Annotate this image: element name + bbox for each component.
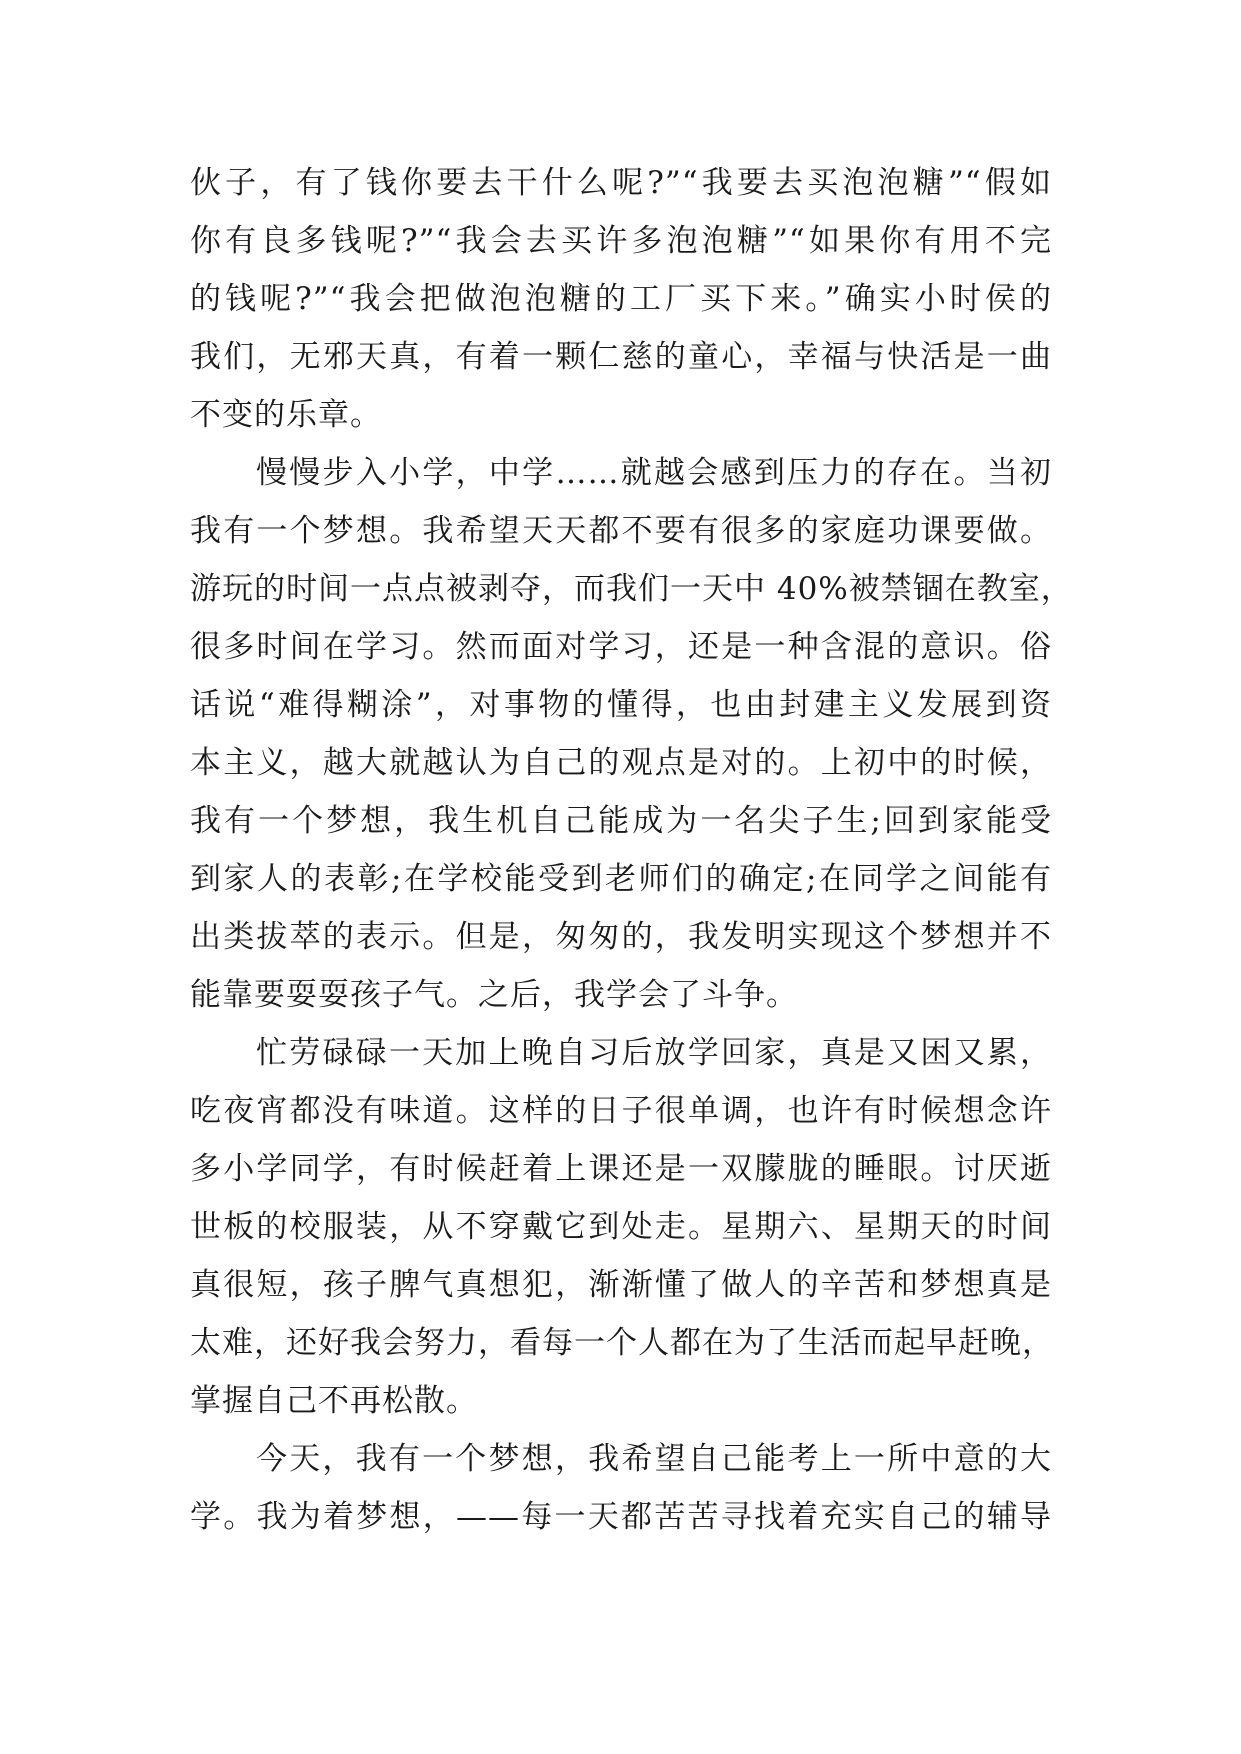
text-line: 我们，无邪天真，有着一颗仁慈的童心，幸福与快活是一曲 [190, 339, 1052, 375]
text-line: 你有良多钱呢?”“我会去买许多泡泡糖”“如果你有用不完 [190, 223, 1052, 259]
text-line: 到家人的表彰;在学校能受到老师们的确定;在同学之间能有 [190, 861, 1052, 897]
text-line: 掌握自己不再松散。 [190, 1383, 478, 1419]
paragraph-3 [190, 1024, 1052, 1430]
text-line: 慢慢步入小学，中学……就越会感到压力的存在。当初 [256, 455, 1052, 491]
text-line: 吃夜宵都没有味道。这样的日子很单调，也许有时候想念许 [190, 1093, 1052, 1129]
text-line: 今天，我有一个梦想，我希望自己能考上一所中意的大 [256, 1441, 1052, 1477]
text-line: 话说“难得糊涂”，对事物的懂得，也由封建主义发展到资 [190, 687, 1052, 723]
text-line: 真很短，孩子脾气真想犯，渐渐懂了做人的辛苦和梦想真是 [190, 1267, 1052, 1303]
text-line: 不变的乐章。 [190, 397, 382, 433]
text-line: 出类拔萃的表示。但是，匆匆的，我发明实现这个梦想并不 [190, 919, 1052, 955]
text-line: 的钱呢?”“我会把做泡泡糖的工厂买下来。”确实小时侯的 [190, 281, 1052, 317]
text-line: 多小学同学，有时候赶着上课还是一双朦胧的睡眼。讨厌逝 [190, 1151, 1052, 1187]
text-line: 学。我为着梦想，——每一天都苦苦寻找着充实自己的辅导 [190, 1499, 1052, 1535]
text-line: 太难，还好我会努力，看每一个人都在为了生活而起早赶晚， [190, 1325, 1054, 1361]
text-line: 本主义，越大就越认为自己的观点是对的。上初中的时候， [190, 745, 1052, 781]
document-body [190, 154, 1073, 1546]
text-line: 伙子，有了钱你要去干什么呢?”“我要去买泡泡糖”“假如 [190, 165, 1052, 201]
text-line: 我有一个梦想。我希望天天都不要有很多的家庭功课要做。 [190, 513, 1052, 549]
paragraph-4 [190, 1430, 1052, 1546]
text-line: 很多时间在学习。然而面对学习，还是一种含混的意识。俗 [190, 629, 1052, 665]
paragraph-1 [190, 154, 1052, 444]
text-line: 游玩的时间一点点被剥夺，而我们一天中 40%被禁锢在教室， [190, 571, 1073, 607]
text-line: 世板的校服装，从不穿戴它到处走。星期六、星期天的时间 [190, 1209, 1052, 1245]
text-line: 能靠要耍耍孩子气。之后，我学会了斗争。 [190, 977, 798, 1013]
paragraph-2 [190, 444, 1073, 1024]
text-line: 我有一个梦想，我生机自己能成为一名尖子生;回到家能受 [190, 803, 1052, 839]
text-line: 忙劳碌碌一天加上晚自习后放学回家，真是又困又累， [256, 1035, 1052, 1071]
